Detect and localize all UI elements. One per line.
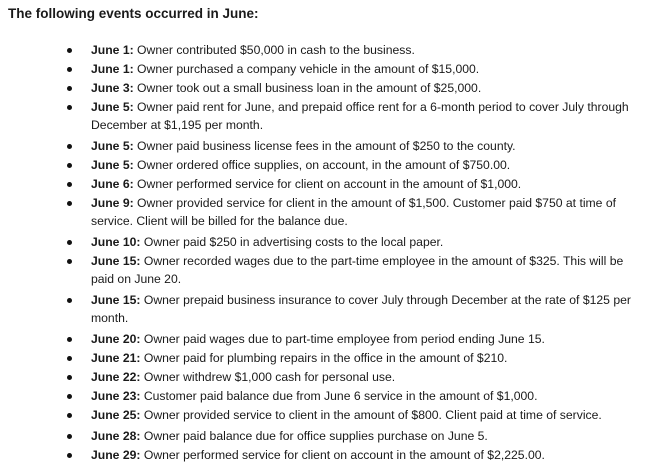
event-date: June 21: (91, 351, 141, 365)
event-text: Owner paid rent for June, and prepaid office rent for a 6-month period to cover July through December at $1,195 per month. (91, 100, 629, 132)
event-date: June 9: (91, 196, 134, 210)
list-item (0, 387, 649, 405)
list-item (0, 41, 649, 59)
event-text: Owner paid business license fees in the amount of $250 to the county. (133, 139, 516, 153)
bullet-icon (67, 259, 72, 264)
bullet-icon (67, 394, 72, 399)
list-item (0, 79, 649, 97)
list-item (0, 156, 649, 174)
event-text: Owner contributed $50,000 in cash to the business. (133, 43, 415, 57)
event-text: Owner provided service for client in the amount of $1,500. Customer paid $750 at time of service. Client will be billed for the balance due. (91, 196, 617, 228)
event-text: Owner recorded wages due to the part-time employee in the amount of $325. This will be paid on June 20. (91, 254, 624, 286)
event-date: June 20: (91, 332, 141, 346)
event-text: Owner ordered office supplies, on account, in the amount of $750.00. (133, 158, 511, 172)
event-date: June 15: (91, 254, 141, 268)
list-item (0, 98, 649, 134)
event-date: June 23: (91, 389, 141, 403)
event-text: Owner paid balance due for office supplies purchase on June 5. (140, 429, 488, 443)
event-text: Customer paid balance due from June 6 service in the amount of $1,000. (140, 389, 538, 403)
event-text: Owner performed service for client on account in the amount of $2,225.00. (140, 448, 545, 462)
event-date: June 29: (91, 448, 141, 462)
list-item (0, 349, 649, 367)
event-date: June 5: (91, 139, 134, 153)
document-heading: The following events occurred in June: (8, 6, 259, 21)
event-text: Owner paid wages due to part-time employee from period ending June 15. (140, 332, 545, 346)
list-item (0, 330, 649, 348)
list-item (0, 194, 649, 230)
event-date: June 15: (91, 293, 141, 307)
event-date: June 25: (91, 408, 141, 422)
event-date: June 28: (91, 429, 141, 443)
event-date: June 6: (91, 177, 134, 191)
event-text: Owner withdrew $1,000 cash for personal use. (140, 370, 396, 384)
event-text: Owner provided service to client in the amount of $800. Client paid at time of service. (140, 408, 602, 422)
event-text: Owner purchased a company vehicle in the amount of $15,000. (133, 62, 480, 76)
event-date: June 1: (91, 62, 134, 76)
event-date: June 5: (91, 158, 134, 172)
bullet-icon (67, 144, 72, 149)
event-date: June 22: (91, 370, 141, 384)
list-item (0, 252, 649, 288)
bullet-icon (67, 337, 72, 342)
bullet-icon (67, 356, 72, 361)
event-date: June 1: (91, 43, 134, 57)
list-item (0, 406, 649, 424)
list-item (0, 175, 649, 193)
bullet-icon (67, 375, 72, 380)
event-date: June 5: (91, 100, 134, 114)
bullet-icon (67, 240, 72, 245)
bullet-icon (67, 86, 72, 91)
list-item (0, 368, 649, 386)
bullet-icon (67, 163, 72, 168)
event-text: Owner took out a small business loan in the amount of $25,000. (133, 81, 482, 95)
list-item (0, 427, 649, 445)
list-item (0, 233, 649, 251)
event-date: June 10: (91, 235, 141, 249)
bullet-icon (67, 434, 72, 439)
event-text: Owner performed service for client on account in the amount of $1,000. (133, 177, 522, 191)
event-date: June 3: (91, 81, 134, 95)
bullet-icon (67, 453, 72, 458)
bullet-icon (67, 105, 72, 110)
event-text: Owner paid $250 in advertising costs to the local paper. (140, 235, 444, 249)
bullet-icon (67, 413, 72, 418)
event-text: Owner paid for plumbing repairs in the office in the amount of $210. (140, 351, 508, 365)
event-text: Owner prepaid business insurance to cover July through December at the rate of $125 per month. (91, 293, 631, 325)
bullet-icon (67, 298, 72, 303)
list-item (0, 446, 649, 464)
list-item (0, 137, 649, 155)
bullet-icon (67, 182, 72, 187)
bullet-icon (67, 67, 72, 72)
list-item (0, 60, 649, 78)
bullet-icon (67, 48, 72, 53)
bullet-icon (67, 201, 72, 206)
list-item (0, 291, 649, 327)
events-list (0, 41, 649, 465)
